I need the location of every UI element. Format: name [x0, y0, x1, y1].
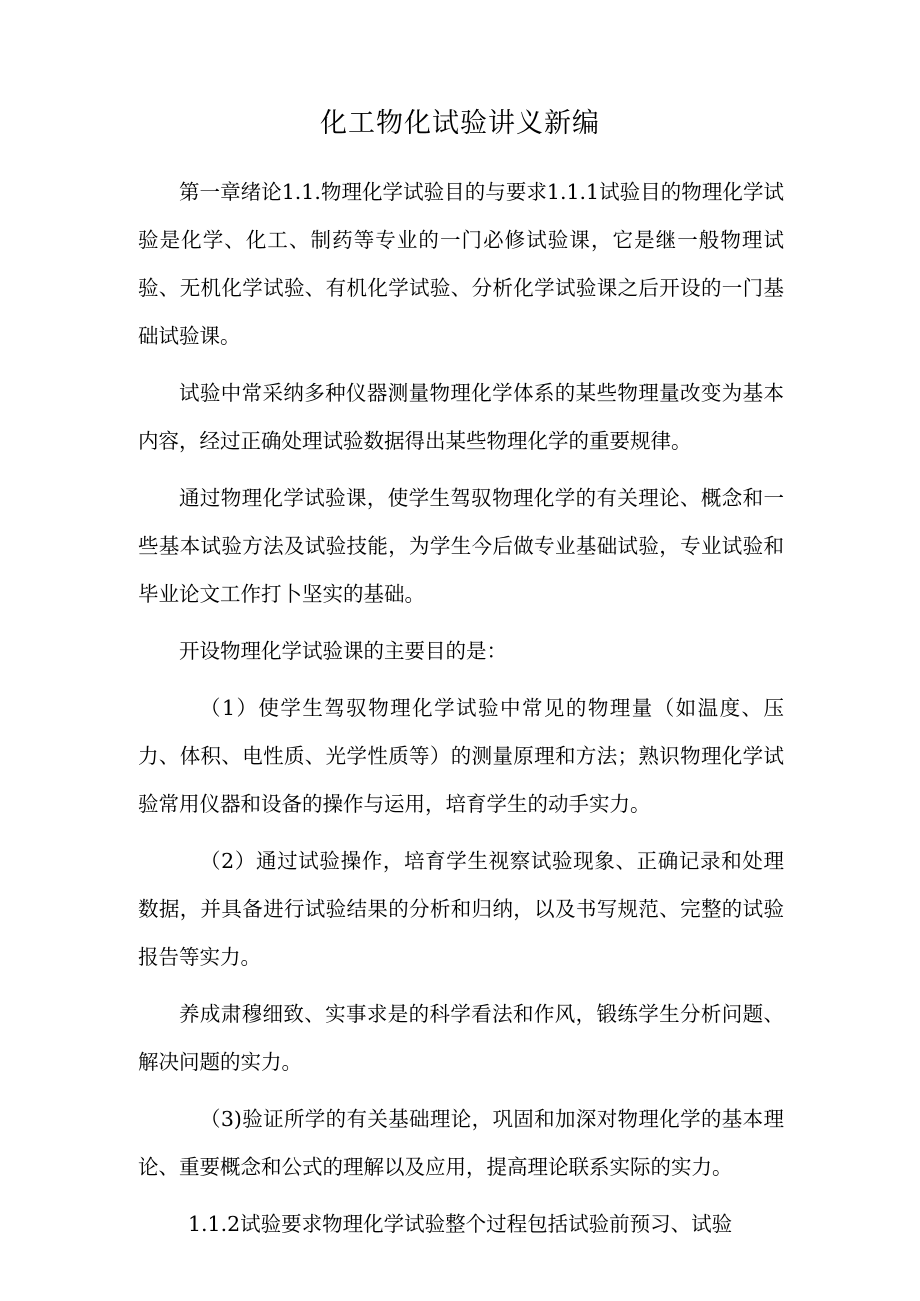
paragraph-aims-heading: 开设物理化学试验课的主要目的是： [179, 639, 507, 663]
paragraph-aim-3: （3)验证所学的有关基础理论，巩固和加深对物理化学的基本理论、重要概念和公式的理解以及应用，提高理论联系实际的实力。 [138, 1107, 784, 1179]
paragraph-intro: 第一章绪论1.1.物理化学试验目的与要求1.1.1试验目的物理化学试验是化学、化工、制药等专业的一门必修试验课，它是继一般物理试验、无机化学试验、有机化学试验、分析化学试验课之后开设的一门基础试验课。 [138, 180, 784, 348]
paragraph-purpose: 通过物理化学试验课，使学生驾驭物理化学的有关理论、概念和一些基本试验方法及试验技能，为学生今后做专业基础试验，专业试验和毕业论文工作打卜坚实的基础。 [138, 486, 784, 606]
paragraph-attitude: 养成肃穆细致、实事求是的科学看法和作风，锻练学生分析问题、解决问题的实力。 [138, 1002, 784, 1074]
paragraph-aim-1: （1）使学生驾驭物理化学试验中常见的物理量（如温度、压力、体积、电性质、光学性质等）的测量原理和方法；熟识物理化学试验常用仪器和设备的操作与运用，培育学生的动手实力。 [138, 696, 784, 816]
paragraph-requirements: 1.1.2试验要求物理化学试验整个过程包括试验前预习、试验 [188, 1212, 733, 1236]
paragraph-content: 试验中常采纳多种仪器测量物理化学体系的某些物理量改变为基本内容，经过正确处理试验数据得出某些物理化学的重要规律。 [138, 381, 784, 453]
document-title: 化工物化试验讲义新编 [320, 108, 600, 139]
document-body [138, 168, 784, 1257]
paragraph-aim-2: （2）通过试验操作，培育学生视察试验现象、正确记录和处理数据，并具备进行试验结果的分析和归纳，以及书写规范、完整的试验报告等实力。 [138, 849, 784, 969]
